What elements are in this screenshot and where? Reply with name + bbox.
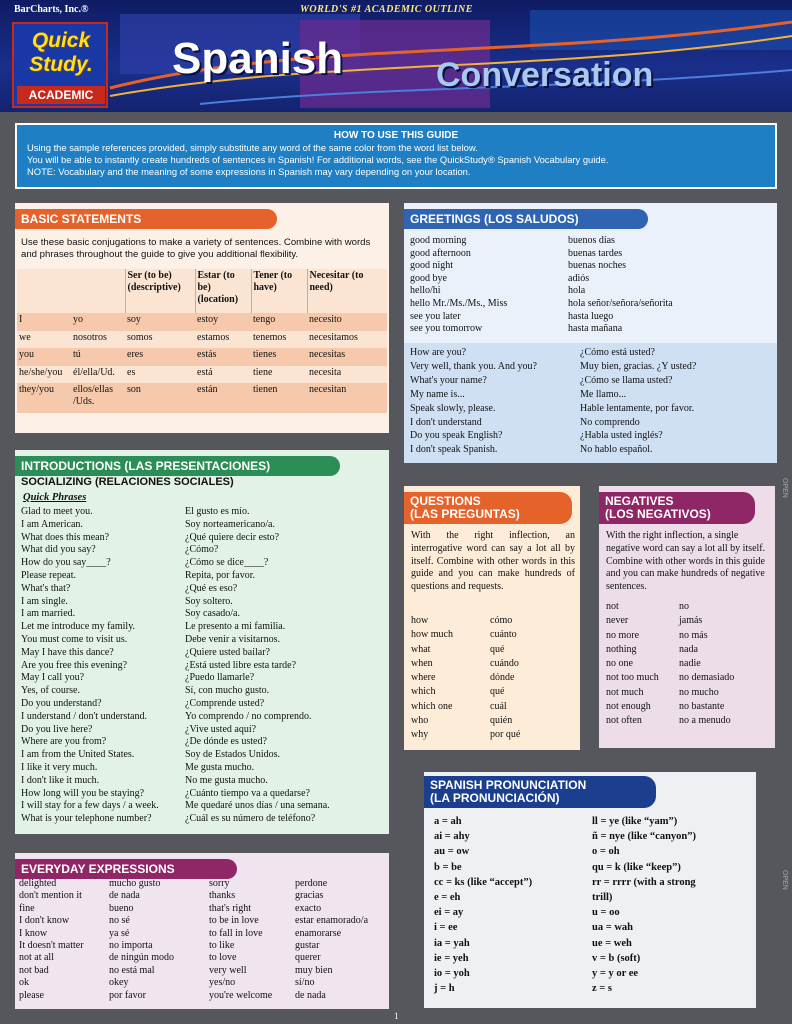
title-main: Spanish [172, 34, 344, 83]
phrase: ¿Cómo se llama usted? [580, 374, 673, 386]
phrase: don't mention it [19, 890, 82, 902]
quick-phrases-heading: Quick Phrases [23, 492, 87, 503]
phrase: hasta luego [568, 310, 614, 322]
phrase: Do you live here? [21, 723, 93, 735]
pron-rule: y = y or ee [592, 968, 639, 980]
cell: es [127, 366, 136, 378]
negatives-intro: With the right inflection, a single negative word can say a lot all by itself. Combine with other words in this guide and you can make hundreds of negative sentences. [606, 530, 766, 593]
greetings-top-english [410, 235, 570, 336]
header-swoosh [0, 0, 792, 112]
phrase: good morning [410, 235, 467, 246]
word: no a menudo [679, 715, 731, 727]
phrase: Soy soltero. [185, 595, 233, 607]
phrase: de nada [295, 989, 326, 1001]
phrase: I don't like it much. [21, 774, 100, 786]
open-side-label: OPEN [781, 870, 788, 890]
phrase: no está mal [109, 964, 155, 976]
conjugation-table [17, 269, 387, 413]
basic-intro: Use these basic conjugations to make a variety of sentences. Combine with words and phrases throughout the guide to give you additional flexibility. [21, 237, 371, 260]
pronunciation-right [592, 814, 754, 996]
everyday-col3 [209, 878, 299, 1002]
phrase: I am American. [21, 518, 83, 530]
phrase: querer [295, 952, 321, 964]
cell: tienen [253, 384, 278, 395]
phrase: ¿Puedo llamarle? [185, 672, 255, 684]
phrase: What's your name? [410, 374, 487, 386]
phrase: sí/no [295, 977, 315, 989]
cell: he/she/you [19, 366, 63, 378]
phrase: I am married. [21, 608, 76, 620]
pronunciation-panel [424, 772, 756, 1008]
phrase: see you tomorrow [410, 323, 483, 335]
socializing-subtitle: SOCIALIZING (RELACIONES SOCIALES) [21, 476, 234, 488]
negatives-spanish [679, 600, 771, 729]
how-to-title: HOW TO USE THIS GUIDE [333, 130, 459, 141]
phrase: hello Mr./Ms./Ms., Miss [410, 297, 508, 309]
cell: tú [73, 349, 81, 360]
word: no bastante [679, 701, 725, 713]
word: quién [490, 715, 513, 727]
phrase: I know [19, 927, 48, 939]
phrase: I am from the United States. [21, 749, 135, 761]
negatives-title [599, 492, 755, 524]
cell: yo [73, 314, 83, 325]
phrase: buenos días [568, 235, 615, 246]
pron-rule: i = ee [434, 922, 458, 934]
everyday-title: EVERYDAY EXPRESSIONS [15, 859, 237, 879]
introductions-panel [15, 450, 389, 834]
cell: you [19, 349, 34, 360]
word: nothing [606, 643, 637, 655]
word: no más [679, 629, 708, 641]
phrase: ¿Habla usted inglés? [580, 430, 663, 442]
how-to-line: Using the sample references provided, simply substitute any word of the same color from the word list below. [27, 142, 478, 153]
header-banner [0, 0, 792, 112]
word: qué [490, 643, 505, 655]
introductions-title: INTRODUCTIONS (LAS PRESENTACIONES) [15, 456, 340, 476]
phrase: My name is... [410, 388, 465, 400]
word: cuál [490, 700, 507, 712]
everyday-col2 [109, 878, 201, 1002]
phrase: Me gusta mucho. [185, 761, 255, 773]
table-row [17, 313, 387, 331]
questions-title-line1: QUESTIONS [410, 494, 481, 508]
quickstudy-logo [12, 22, 108, 108]
cell: eres [127, 349, 144, 360]
pron-rule: ei = ay [434, 907, 464, 919]
phrase: Let me introduce my family. [21, 621, 136, 633]
how-to-box [15, 123, 777, 189]
pron-rule: ll = ye (like “yam”) [592, 816, 678, 827]
word: no one [606, 658, 633, 670]
phrase: yes/no [209, 977, 236, 989]
phrase: you're welcome [209, 989, 273, 1001]
questions-intro: With the right inflection, an interrogative word can say a lot all by itself. Combine with other words in this guide and you can make hundreds of questions and requests. [411, 530, 575, 593]
phrase: gracias [295, 890, 324, 902]
pron-rule: u = oo [592, 907, 620, 919]
phrase: hello/hi [410, 285, 441, 297]
pron-rule: cc = ks (like “accept”) [434, 876, 533, 888]
greetings-top-spanish [568, 235, 768, 336]
cell: necesito [309, 314, 342, 325]
greetings-bottom-spanish [580, 346, 770, 457]
word: which one [411, 700, 453, 712]
word: por qué [490, 729, 521, 741]
phrase: estar enamorado/a [295, 915, 369, 927]
word: cómo [490, 615, 513, 626]
table-row [17, 348, 387, 366]
phrase: I don't speak Spanish. [410, 444, 498, 456]
phrase: ¿Está usted libre esta tarde? [185, 659, 297, 671]
phrase: ya sé [109, 927, 130, 939]
cell: estás [197, 349, 217, 360]
phrase: I don't understand [410, 416, 482, 428]
word: no demasiado [679, 672, 735, 684]
phrase: sorry [209, 878, 230, 889]
phrase: enamorarse [295, 927, 342, 939]
phrase: perdone [295, 878, 328, 889]
cell: él/ella/Ud. [73, 366, 115, 378]
phrase: Hable lentamente, por favor. [580, 402, 695, 414]
word: how much [411, 629, 453, 641]
word: who [411, 715, 429, 727]
col-header-estar: Estar (to be) (location) [195, 269, 251, 313]
phrase: Yes, of course. [21, 685, 80, 697]
everyday-expressions-panel [15, 853, 389, 1009]
everyday-col1 [19, 878, 115, 1002]
phrase: El gusto es mío. [185, 506, 250, 517]
col-header-ser: Ser (to be) (descriptive) [125, 269, 195, 313]
phrase: fine [19, 902, 35, 914]
pron-rule: v = b (soft) [592, 952, 641, 964]
phrase: Sí, con mucho gusto. [185, 685, 270, 697]
intro-english [21, 506, 191, 826]
cell: somos [127, 331, 153, 343]
phrase: Muy bien, gracias. ¿Y usted? [580, 360, 697, 372]
pron-rule: rr = rrrr (with a strong [592, 876, 696, 888]
phrase: Glad to meet you. [21, 506, 93, 517]
questions-title [404, 492, 572, 524]
greetings-title: GREETINGS (LOS SALUDOS) [404, 209, 648, 229]
phrase: You must come to visit us. [21, 633, 128, 645]
pron-rule: z = s [592, 983, 612, 995]
phrase: ¿Comprende usted? [185, 697, 265, 709]
phrase: Do you understand? [21, 697, 102, 709]
phrase: ¿Cómo se dice____? [185, 557, 269, 569]
phrase: Repita, por favor. [185, 569, 255, 581]
phrase: please [19, 989, 44, 1001]
cell: I [19, 314, 23, 325]
word: why [411, 729, 429, 741]
phrase: ¿Qué quiere decir esto? [185, 531, 280, 543]
negatives-english [606, 600, 686, 729]
cell: we [19, 331, 31, 343]
phrase: ¿Cuánto tiempo va a quedarse? [185, 787, 310, 799]
phrase: Debe venir a visitarnos. [185, 633, 280, 645]
word: not too much [606, 672, 659, 684]
phrase: gustar [295, 940, 320, 952]
pron-rule: trill) [592, 892, 613, 904]
phrase: to be in love [209, 915, 259, 927]
pronunciation-title [424, 776, 656, 808]
phrase: How are you? [410, 347, 467, 358]
phrase: Where are you from? [21, 736, 107, 748]
phrase: Soy norteamericano/a. [185, 518, 275, 530]
word: no more [606, 629, 640, 641]
title-sub: Conversation [436, 56, 654, 94]
greetings-bottom-english [410, 346, 570, 457]
phrase: ok [19, 977, 29, 989]
phrase: mucho gusto [109, 878, 161, 889]
word: cuánto [490, 629, 517, 641]
phrase: hola [568, 285, 586, 297]
phrase: ¿Cuál es su número de teléfono? [185, 813, 316, 825]
word: not enough [606, 701, 651, 713]
phrase: ¿Vive usted aquí? [185, 723, 257, 735]
phrase: ¿Qué es eso? [185, 582, 238, 594]
pron-rule: qu = k (like “keep”) [592, 861, 681, 873]
pron-rule: ai = ahy [434, 831, 470, 843]
word: not much [606, 686, 644, 698]
word: nadie [679, 658, 701, 670]
negatives-title-line1: NEGATIVES [605, 494, 674, 508]
phrase: How do you say____? [21, 557, 111, 569]
pron-rule: j = h [434, 983, 455, 995]
phrase: Me quedaré unos días / una semana. [185, 800, 330, 812]
word: jamás [679, 615, 703, 627]
phrase: not bad [19, 964, 49, 976]
col-header-necesitar: Necesitar (to need) [307, 269, 387, 313]
brand-name: BarCharts, Inc.® [14, 4, 89, 15]
phrase: adiós [568, 272, 590, 284]
negatives-panel [599, 486, 775, 748]
phrase: buenas tardes [568, 247, 623, 259]
pron-rule: au = ow [434, 846, 470, 858]
cell: nosotros [73, 331, 107, 343]
word: when [411, 657, 433, 669]
phrase: It doesn't matter [19, 940, 84, 952]
phrase: Soy casado/a. [185, 608, 240, 620]
cell: soy [127, 314, 141, 325]
intro-spanish [185, 506, 385, 826]
word: dónde [490, 672, 515, 684]
word: no mucho [679, 686, 719, 698]
word: what [411, 643, 431, 655]
cell: están [197, 384, 218, 395]
pronunciation-title-line1: SPANISH PRONUNCIATION [430, 778, 587, 792]
word: where [411, 672, 436, 684]
logo-line2: Study. [29, 53, 93, 76]
word: which [411, 686, 436, 698]
phrase: What is your telephone number? [21, 813, 152, 825]
phrase: okey [109, 977, 129, 989]
negatives-title-line2: (LOS NEGATIVOS) [605, 507, 711, 521]
phrase: delighted [19, 878, 57, 889]
pron-rule: ue = weh [592, 937, 632, 949]
phrase: ¿De dónde es usted? [185, 736, 267, 748]
phrase: por favor [109, 989, 146, 1001]
phrase: I am single. [21, 595, 68, 607]
phrase: Speak slowly, please. [410, 402, 496, 414]
pron-rule: ñ = nye (like “canyon”) [592, 831, 696, 843]
phrase: ¿Quiere usted bailar? [185, 646, 270, 658]
pron-rule: e = eh [434, 892, 461, 904]
phrase: I don't know [19, 915, 70, 927]
table-row [17, 383, 387, 413]
phrase: good afternoon [410, 247, 471, 259]
phrase: de ningún modo [109, 952, 174, 964]
phrase: I like it very much. [21, 761, 98, 773]
pronunciation-left [434, 814, 594, 996]
phrase: Please repeat. [21, 569, 76, 581]
phrase: no importa [109, 940, 153, 952]
everyday-col4 [295, 878, 387, 1002]
pron-rule: a = ah [434, 816, 462, 827]
cell: estamos [197, 331, 230, 343]
phrase: May I have this dance? [21, 646, 114, 658]
pron-rule: ie = yeh [434, 952, 469, 964]
cell: tenemos [253, 331, 287, 343]
phrase: to love [209, 952, 237, 964]
word: nada [679, 643, 698, 655]
phrase: that's right [209, 902, 252, 914]
phrase: thanks [209, 890, 236, 902]
phrase: no sé [109, 915, 130, 927]
word: qué [490, 686, 505, 698]
phrase: to like [209, 940, 235, 952]
cell: necesitas [309, 349, 346, 360]
cell: son [127, 384, 141, 395]
phrase: No comprendo [580, 416, 640, 428]
phrase: What did you say? [21, 544, 96, 556]
col-header-tener: Tener (to have) [251, 269, 307, 313]
phrase: exacto [295, 902, 322, 914]
phrase: ¿Cómo está usted? [580, 347, 655, 358]
word: cuándo [490, 657, 519, 669]
word: never [606, 615, 629, 627]
cell: tienes [253, 349, 277, 360]
phrase: Are you free this evening? [21, 659, 128, 671]
questions-title-line2: (LAS PREGUNTAS) [410, 507, 520, 521]
phrase: What does this mean? [21, 531, 110, 543]
cell: estoy [197, 314, 219, 325]
phrase: good bye [410, 272, 447, 284]
phrase: de nada [109, 890, 140, 902]
phrase: What's that? [21, 582, 71, 594]
phrase: hola señor/señora/señorita [568, 297, 673, 309]
cell: tengo [253, 314, 276, 325]
phrase: very well [209, 964, 247, 976]
phrase: ¿Cómo? [185, 544, 219, 556]
open-side-label: OPEN [781, 478, 788, 498]
pron-rule: ua = wah [592, 922, 633, 934]
pron-rule: b = be [434, 861, 462, 873]
phrase: buenas noches [568, 260, 627, 272]
cell: necesitamos [309, 331, 358, 343]
how-to-line: NOTE: Vocabulary and the meaning of some expressions in Spanish may vary depending on your location. [27, 166, 471, 177]
basic-statements-title: BASIC STATEMENTS [15, 209, 277, 229]
phrase: hasta mañana [568, 323, 623, 335]
table-row [17, 366, 387, 384]
how-to-line: You will be able to instantly create hundreds of sentences in Spanish! For additional words, see the QuickStudy® Spanish Vocabulary guide. [27, 154, 609, 165]
logo-line3: ACADEMIC [17, 86, 105, 104]
greetings-panel [404, 203, 777, 463]
basic-statements-panel [15, 203, 389, 433]
questions-spanish [490, 614, 574, 743]
table-row [17, 331, 387, 349]
phrase: bueno [109, 902, 134, 914]
pron-rule: ia = yah [434, 937, 470, 949]
cell: they/you [19, 384, 54, 395]
cell: está [197, 366, 213, 378]
page-number: 1 [394, 1011, 399, 1021]
phrase: No me gusta mucho. [185, 774, 268, 786]
phrase: I understand / don't understand. [21, 710, 147, 722]
questions-english [411, 614, 491, 743]
cell: tiene [253, 366, 273, 378]
pron-rule: io = yoh [434, 968, 470, 980]
cell: necesitan [309, 384, 347, 395]
pronunciation-title-line2: (LA PRONUNCIACIÓN) [430, 791, 560, 805]
phrase: How long will you be staying? [21, 787, 145, 799]
cell: necesita [309, 366, 342, 378]
word: not [606, 601, 619, 612]
tagline: WORLD'S #1 ACADEMIC OUTLINE [300, 4, 473, 15]
phrase: to fall in love [209, 927, 263, 939]
logo-line1: Quick [31, 29, 91, 52]
phrase: No hablo español. [580, 444, 653, 456]
questions-panel [404, 486, 580, 750]
pron-rule: o = oh [592, 846, 620, 858]
phrase: see you later [410, 310, 461, 322]
word: how [411, 615, 429, 626]
word: not often [606, 715, 642, 727]
phrase: Le presento a mi familia. [185, 621, 286, 633]
phrase: May I call you? [21, 672, 85, 684]
phrase: not at all [19, 952, 54, 964]
phrase: Yo comprendo / no comprendo. [185, 710, 312, 722]
phrase: good night [410, 260, 454, 272]
cell: ellos/ellas /Uds. [73, 384, 113, 407]
phrase: I will stay for a few days / a week. [21, 800, 159, 812]
word: no [679, 601, 689, 612]
phrase: Very well, thank you. And you? [410, 360, 537, 372]
phrase: Me llamo... [580, 388, 627, 400]
phrase: Do you speak English? [410, 430, 503, 442]
phrase: Soy de Estados Unidos. [185, 749, 280, 761]
phrase: muy bien [295, 964, 333, 976]
